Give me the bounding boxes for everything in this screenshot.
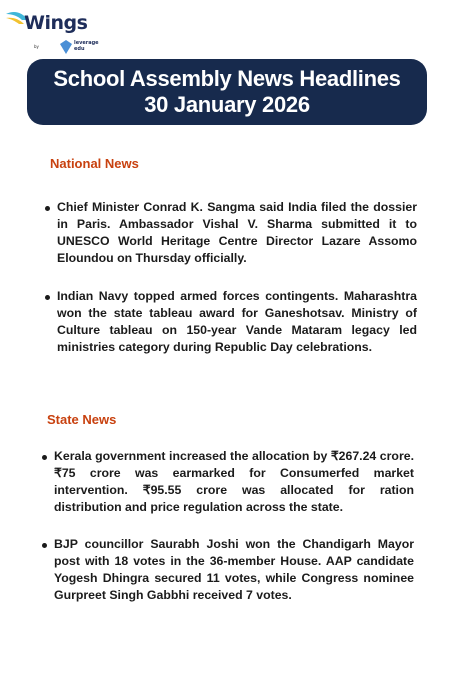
brand-logo	[4, 8, 114, 54]
brand-sub-line2: edu	[74, 46, 85, 52]
list-item: Indian Navy topped armed forces contingents. Maharashtra won the state tableau award for Ganeshotsav. Ministry of Culture tableau on 150-year Vande Mataram legacy led ministries category during Republic Day celebrations.	[57, 289, 417, 354]
leverage-badge-icon	[60, 40, 72, 54]
brand-name: Wings	[24, 12, 88, 34]
brand-sub-line1: leverage	[74, 40, 99, 46]
list-item: BJP councillor Saurabh Joshi won the Chandigarh Mayor post with 18 votes in the 36-member House. AAP candidate Yogesh Dhingra secured 11 votes, while Congress nominee Gurpreet Singh Gabbhi received 7 votes.	[54, 537, 414, 602]
brand-sub	[74, 40, 99, 52]
list-item: Chief Minister Conrad K. Sangma said India filed the dossier in Paris. Ambassador Vishal V. Sharma submitted it to UNESCO World Heritage Centre Director Lazare Assomo Eloundou on Thursday officially.	[57, 200, 417, 265]
list-item: Kerala government increased the allocation by ₹267.24 crore. ₹75 crore was earmarked for Consumerfed market intervention. ₹95.55 crore was allocated for ration distribution and price regulation across the state.	[54, 449, 414, 514]
section-title-national: National News	[50, 156, 139, 171]
bullet-dot	[45, 206, 50, 211]
section-title-state: State News	[47, 412, 117, 427]
page-title: School Assembly News Headlines	[53, 66, 401, 91]
bullet-dot	[45, 295, 50, 300]
bullet-dot	[42, 455, 47, 460]
bullet-dot	[42, 543, 47, 548]
page-date: 30 January 2026	[144, 92, 310, 117]
brand-by: by	[34, 44, 39, 49]
header-banner	[27, 59, 427, 125]
